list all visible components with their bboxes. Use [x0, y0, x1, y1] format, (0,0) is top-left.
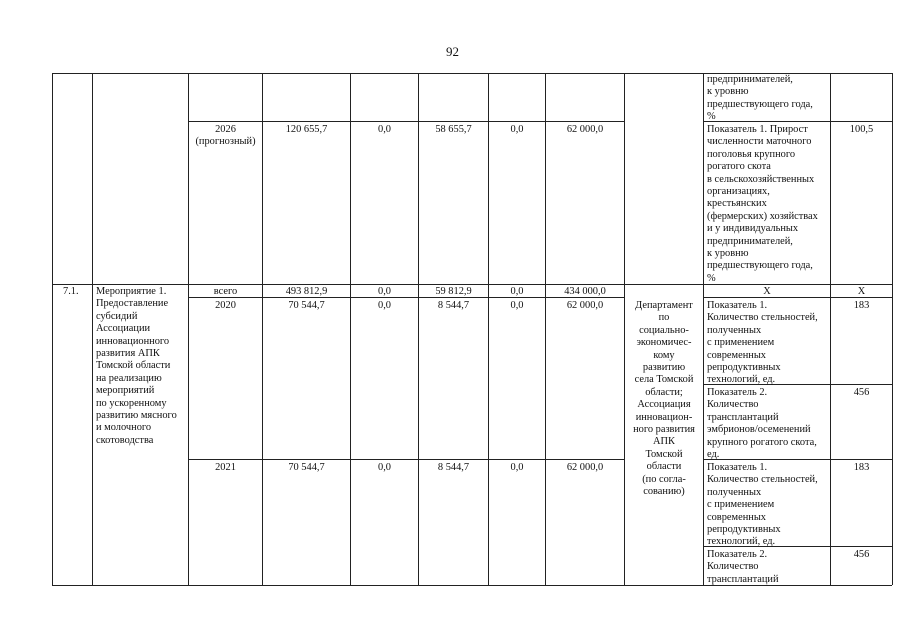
loc-cell-2020: 0,0: [510, 300, 524, 311]
reg-cell-2020: 8 544,7: [437, 300, 470, 311]
indicator2-cell-2021: Показатель 2. Количество трансплантаций: [707, 549, 779, 585]
col-border-3: [262, 73, 263, 585]
loc-cell-2026: 0,0: [510, 124, 524, 135]
col-border-0: [52, 73, 53, 585]
col-border-7: [545, 73, 546, 585]
year-cell-2026: 2026 (прогнозный): [195, 124, 256, 148]
fed-cell-2020: 0,0: [378, 300, 391, 311]
col-border-10: [830, 73, 831, 585]
indicator-value-total: X: [857, 286, 866, 297]
indicator-cell-2026: Показатель 1. Прирост численности маточного поголовья крупного рогатого скота в сельскохозяйственных организациях, крестьянских (фермерских) хозяйствах и у индивидуальных предпринимателей, к уровню предшествующего года, %: [707, 124, 818, 284]
reg-cell-2026: 58 655,7: [435, 124, 472, 135]
total-cell-total: 493 812,9: [285, 286, 328, 297]
extra-cell-2020: 62 000,0: [566, 300, 604, 311]
col-border-5: [418, 73, 419, 585]
extra-cell-2026: 62 000,0: [566, 124, 604, 135]
indicator-value-2026: 100,5: [849, 124, 874, 135]
col-border-11: [892, 73, 893, 585]
year-cell-2021: 2021: [215, 462, 236, 473]
reg-cell-total: 59 812,9: [435, 286, 472, 297]
fed-cell-total: 0,0: [378, 286, 391, 297]
indicator2-value-2021: 456: [853, 549, 870, 560]
total-cell-2021: 70 544,7: [288, 462, 325, 473]
indicator1-value-2020: 183: [853, 300, 870, 311]
row-divider-2026: [188, 121, 624, 122]
total-cell-2026: 120 655,7: [285, 124, 328, 135]
row-divider-2021: [188, 459, 624, 460]
indicator2-value-2020: 456: [853, 387, 870, 398]
event-title-cell: Мероприятие 1. Предоставление субсидий Ассоциации инновационного развития АПК Томской области на реализацию мероприятий по ускоренному развитию мясного и молочного скотоводства: [96, 286, 177, 446]
event-number-cell: 7.1.: [63, 286, 79, 297]
page-number: 92: [446, 44, 459, 59]
fed-cell-2021: 0,0: [378, 462, 391, 473]
indicator2-cell-2020: Показатель 2. Количество трансплантаций эмбрионов/осеменений крупного рогатого скота, ед.: [707, 387, 817, 461]
col-border-2: [188, 73, 189, 585]
year-cell-total: всего: [213, 286, 238, 297]
col-border-9: [703, 73, 704, 585]
loc-cell-total: 0,0: [510, 286, 524, 297]
year-cell-2020: 2020: [215, 300, 236, 311]
executor-cell: Департамент по социально- экономичес- кому развитию села Томской области; Ассоциация инновацион- ного развития АПК Томской области (по согла- сованию): [633, 300, 695, 498]
fed-cell-2026: 0,0: [378, 124, 391, 135]
reg-cell-2021: 8 544,7: [437, 462, 470, 473]
indicator1-cell-2020: Показатель 1. Количество стельностей, полученных с применением современных репродуктивных технологий, ед.: [707, 300, 818, 386]
col-border-6: [488, 73, 489, 585]
indicator-cell-total: X: [763, 286, 771, 297]
indicator1-cell-2021: Показатель 1. Количество стельностей, полученных с применением современных репродуктивных технологий, ед.: [707, 462, 818, 548]
extra-cell-total: 434 000,0: [564, 286, 606, 297]
total-cell-2020: 70 544,7: [288, 300, 325, 311]
indicator1-value-2021: 183: [853, 462, 870, 473]
indicator-cell-prev-tail: предпринимателей, к уровню предшествующего года, %: [707, 74, 813, 123]
col-border-1: [92, 73, 93, 585]
col-border-4: [350, 73, 351, 585]
extra-cell-2021: 62 000,0: [566, 462, 604, 473]
loc-cell-2021: 0,0: [510, 462, 524, 473]
